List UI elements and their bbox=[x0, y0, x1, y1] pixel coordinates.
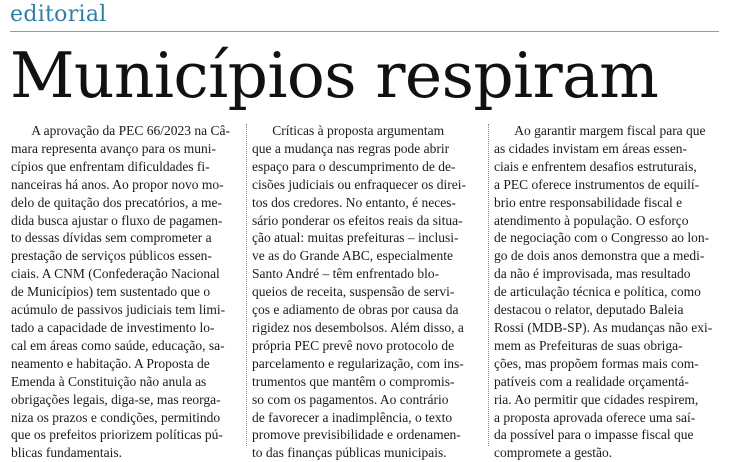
text-line: espaço para o descumprimento de de- bbox=[252, 158, 456, 174]
text-line: blicas fundamentais. bbox=[11, 445, 122, 461]
text-line: a PEC oferece instrumentos de equilí- bbox=[494, 176, 700, 192]
text-line: brio entre responsabilidade fiscal e bbox=[494, 194, 683, 210]
text-line: Rossi (MDB-SP). As mudanças não exi- bbox=[494, 319, 713, 335]
text-line: mara representa avanço para os muni- bbox=[11, 140, 217, 156]
text-line: tos dos credores. No entanto, é neces- bbox=[252, 194, 456, 210]
text-line: ções, mas propõem formas mais com- bbox=[494, 355, 699, 371]
text-line: cípios que enfrentam dificuldades fi- bbox=[11, 158, 210, 174]
text-column-2 bbox=[252, 122, 479, 462]
text-line: a proposta aprovada oferece uma saí- bbox=[494, 409, 696, 425]
text-line: mem as Prefeituras de suas obriga- bbox=[494, 337, 683, 353]
text-line: Ao garantir margem fiscal para que bbox=[494, 123, 706, 138]
header-rule bbox=[10, 31, 719, 32]
text-line: compromete a gestão. bbox=[494, 445, 613, 461]
text-line: trumentos que mantêm o compromis- bbox=[252, 373, 455, 389]
text-line: nanceiras há anos. Ao propor novo mo- bbox=[11, 176, 224, 192]
text-line: as cidades invistam em áreas essen- bbox=[494, 140, 688, 156]
text-line: atendimento à população. O esforço bbox=[494, 212, 689, 228]
text-line: ria. Ao permitir que cidades respirem, bbox=[494, 391, 699, 407]
text-line: rigidez nos desembolsos. Além disso, a bbox=[252, 319, 464, 335]
text-line: delo de quitação dos precatórios, a me- bbox=[11, 194, 223, 210]
text-line: niza os prazos e condições, permitindo bbox=[11, 409, 221, 425]
text-line: de Municípios) tem sustentado que o bbox=[11, 284, 211, 300]
text-line: Santo André – têm enfrentado blo- bbox=[252, 266, 440, 282]
text-line: que os prefeitos priorizem políticas pú- bbox=[11, 427, 223, 443]
text-column-3 bbox=[494, 122, 723, 462]
text-line: cisões judiciais ou enfraquecer os direi- bbox=[252, 176, 467, 192]
text-line: de favorecer a inadimplência, o texto bbox=[252, 409, 453, 425]
text-line: promove previsibilidade e ordenamen- bbox=[252, 427, 461, 443]
text-line: obrigações legais, diga-se, mas reorga- bbox=[11, 391, 221, 407]
text-line: ve as do Grande ABC, especialmente bbox=[252, 248, 453, 264]
text-line: cal em áreas como saúde, educação, sa- bbox=[11, 337, 225, 353]
text-line: tado a capacidade de investimento lo- bbox=[11, 319, 215, 335]
column-divider bbox=[488, 124, 489, 446]
text-line: to das finanças públicas municipais. bbox=[252, 445, 447, 461]
text-line: acúmulo de passivos judiciais tem limi- bbox=[11, 302, 226, 318]
text-line: ciais e enfrentem desafios estruturais, bbox=[494, 158, 697, 174]
text-line: prestação de serviços públicos essen- bbox=[11, 248, 212, 264]
text-line: Emenda à Constituição não anula as bbox=[11, 373, 207, 389]
text-column-1 bbox=[11, 122, 241, 462]
text-line: so com os pagamentos. Ao contrário bbox=[252, 391, 449, 407]
text-line: queios de receita, suspensão de servi- bbox=[252, 284, 455, 300]
text-line: to dessas dívidas sem comprometer a bbox=[11, 230, 212, 246]
headline: Municípios respiram bbox=[10, 39, 659, 112]
text-line: da não é improvisada, mas resultado bbox=[494, 266, 691, 282]
text-line: dida busca ajustar o fluxo de pagamen- bbox=[11, 212, 223, 228]
text-line: própria PEC prevê novo protocolo de bbox=[252, 337, 455, 353]
section-label: editorial bbox=[10, 2, 107, 27]
text-line: ços e adiamento de obras por causa da bbox=[252, 302, 459, 318]
text-line: da possível para o impasse fiscal que bbox=[494, 427, 694, 443]
text-line: sário ponderar os efeitos reais da situa- bbox=[252, 212, 463, 228]
text-line: parcelamento e regularização, com ins- bbox=[252, 355, 464, 371]
text-line: go de dois anos demonstra que a medi- bbox=[494, 248, 705, 264]
text-line: neamento e habitação. A Proposta de bbox=[11, 355, 210, 371]
text-line: de negociação com o Congresso ao lon- bbox=[494, 230, 710, 246]
column-divider bbox=[246, 124, 247, 446]
text-line: ção atual: muitas prefeituras – inclusi- bbox=[252, 230, 459, 246]
text-line: A aprovação da PEC 66/2023 na Câ- bbox=[11, 123, 230, 138]
text-line: que a mudança nas regras pode abrir bbox=[252, 140, 450, 156]
text-line: de articulação técnica e política, como bbox=[494, 284, 701, 300]
text-line: ciais. A CNM (Confederação Nacional bbox=[11, 266, 220, 282]
text-line: patíveis com a realidade orçamentá- bbox=[494, 373, 689, 389]
text-line: destacou o relator, deputado Baleia bbox=[494, 302, 684, 318]
text-line: Críticas à proposta argumentam bbox=[252, 123, 445, 138]
